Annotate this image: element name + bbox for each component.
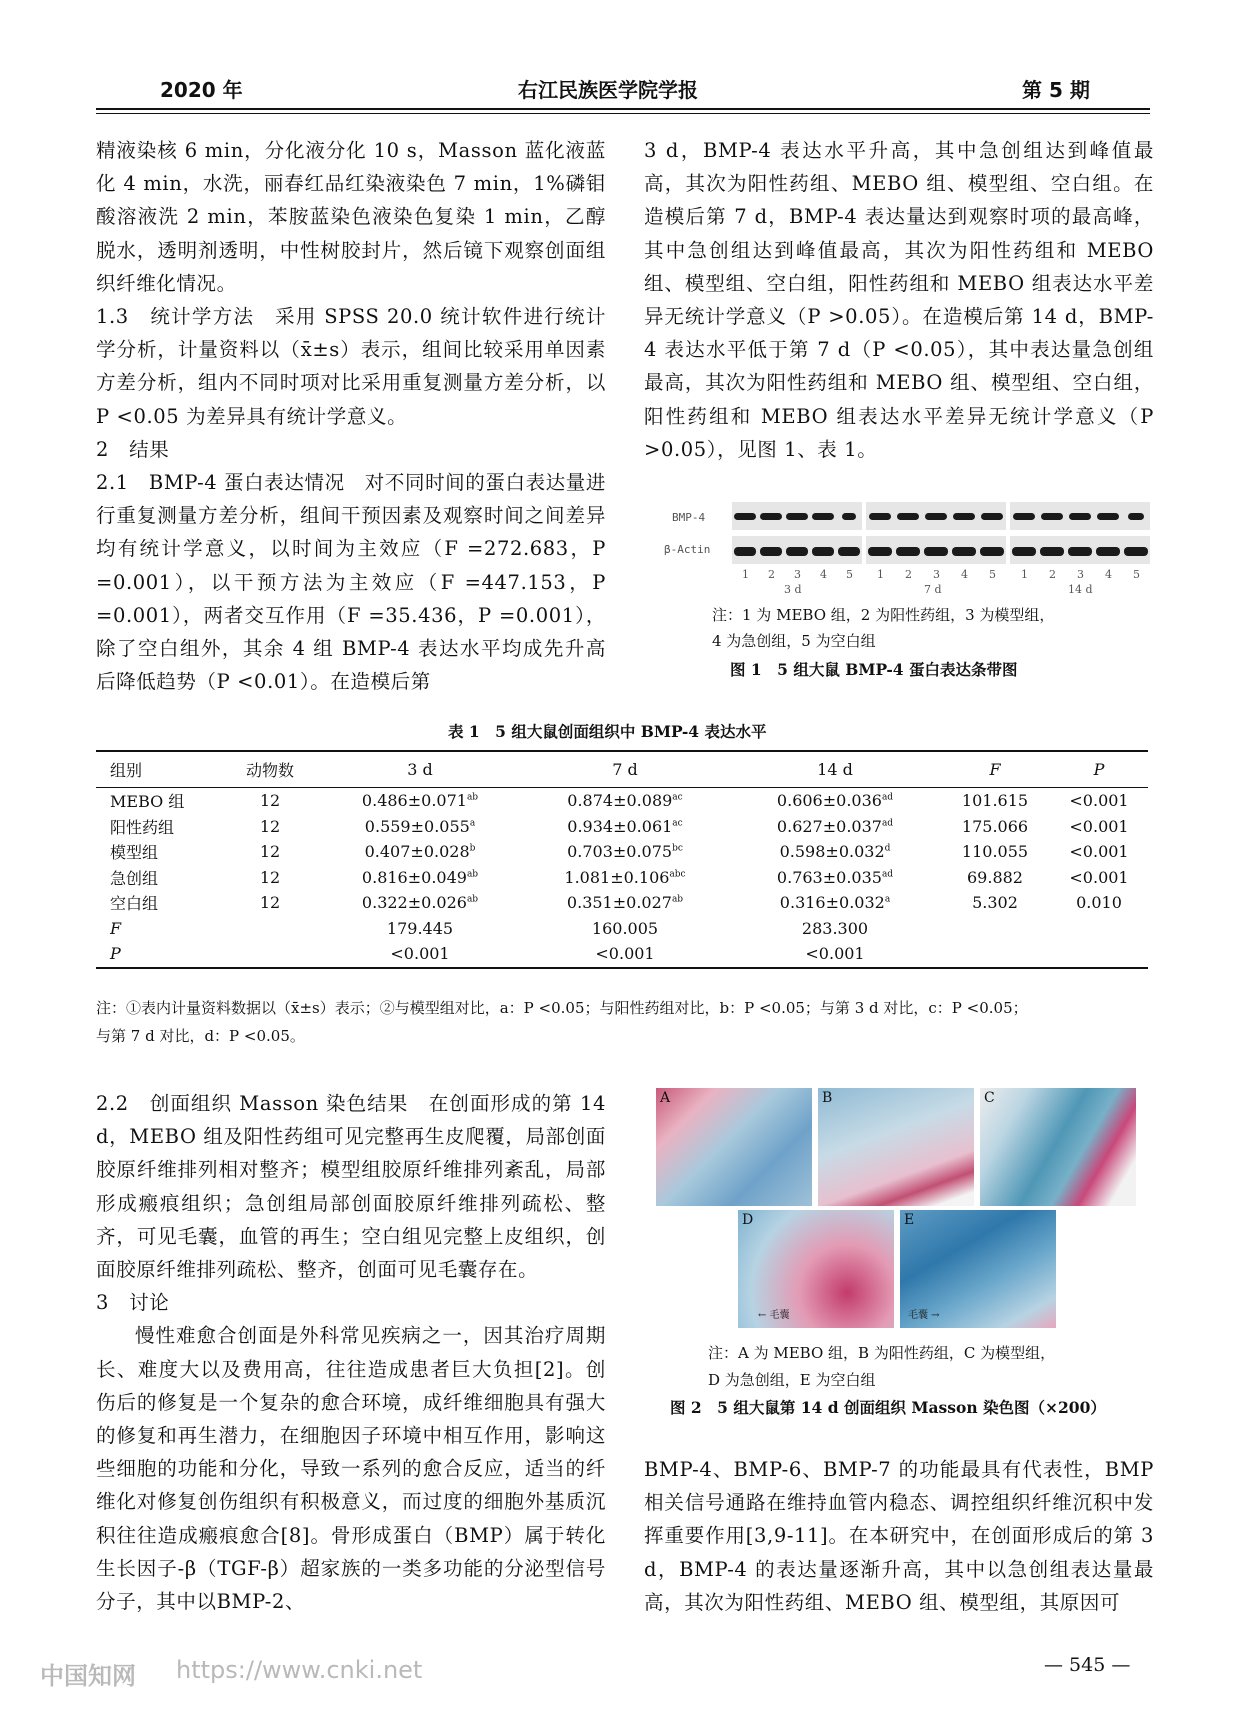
significance-superscript: ac xyxy=(672,792,683,803)
micrograph-b xyxy=(818,1088,974,1206)
table1-header-group: 组别 xyxy=(110,761,143,780)
bmp4-band xyxy=(842,513,856,520)
bmp4-band xyxy=(760,513,781,520)
table1-cell-n: 12 xyxy=(259,791,281,811)
actin-band xyxy=(1124,547,1149,556)
blot-row-label-bmp4: BMP-4 xyxy=(672,511,706,524)
figure1-blot xyxy=(660,498,1160,598)
table1-note-line1: 注：①表内计量资料数据以（x̄±s）表示；②与模型组对比，a：P <0.05；与阳性药组对比，b：P <0.05；与第 3 d 对比，c：P <0.05； xyxy=(96,999,1028,1017)
table1-cell-14d: <0.001 xyxy=(805,944,865,964)
table1-cell-3d: 179.445 xyxy=(386,918,454,938)
table1-cell-group: 急创组 xyxy=(110,868,159,888)
table1-cell-7d: 0.934±0.061$^{ac}$ xyxy=(567,816,683,836)
header-rule-thin xyxy=(96,113,1150,114)
lane-number: 2 xyxy=(768,568,775,581)
table1-cell-p: <0.001 xyxy=(1069,816,1129,836)
table1-header-14d: 14 d xyxy=(817,760,853,779)
header-year: 2020 年 xyxy=(160,78,243,102)
significance-superscript: ab xyxy=(466,869,479,880)
left-column-text-2 xyxy=(96,1087,606,1618)
table1-cell-n: 12 xyxy=(259,867,281,887)
table1-cell-3d: 0.486±0.071$^{ab}$ xyxy=(361,791,479,811)
cnki-url[interactable]: https://www.cnki.net xyxy=(176,1656,423,1684)
actin-band xyxy=(786,547,809,556)
significance-superscript: ad xyxy=(881,818,894,829)
bmp4-band xyxy=(812,513,833,520)
figure2-note-line2: D 为急创组，E 为空白组 xyxy=(708,1371,876,1389)
hair-follicle-arrow-d: ← 毛囊 xyxy=(758,1310,790,1321)
actin-band xyxy=(1012,547,1037,556)
table1-cell-group: P xyxy=(110,944,121,964)
panel-label-a: A xyxy=(660,1090,671,1106)
bmp4-band xyxy=(734,513,755,520)
table-row xyxy=(96,839,1148,865)
bmp4-band xyxy=(1069,513,1092,520)
table1-cell-14d: 0.763±0.035$^{ad}$ xyxy=(776,867,894,887)
table1-cell-p xyxy=(1050,916,1148,942)
actin-band xyxy=(812,547,835,556)
lane-number: 4 xyxy=(820,568,827,581)
table1-cell-f: 69.882 xyxy=(967,867,1023,887)
table1-cell-14d: 0.316±0.032$^a$ xyxy=(779,893,891,913)
lane-number: 3 xyxy=(794,568,801,581)
paragraph-masson-results: 2.2 创面组织 Masson 染色结果 在创面形成的第 14 d，MEBO 组及阳性药组可见完整再生皮爬覆，局部创面胶原纤维排列相对整齐；模型组胶原纤维排列紊乱，局部形成瘢痕组织；急创组局部创面胶原纤维排列疏松、整齐，可见毛囊，血管的再生；空白组见完整上皮组织，创面胶原纤维排列疏松、整齐，创面可见毛囊存在。 xyxy=(96,1092,606,1282)
table1-cell-f: 175.066 xyxy=(961,816,1029,836)
page-number: — 545 — xyxy=(1044,1654,1131,1676)
table1-cell-p xyxy=(1050,941,1148,968)
significance-superscript: ab xyxy=(671,894,684,905)
significance-superscript: ad xyxy=(881,869,894,880)
bmp4-band xyxy=(786,513,807,520)
table1-cell-f: 5.302 xyxy=(972,893,1018,913)
left-column-text xyxy=(96,134,606,698)
actin-band xyxy=(980,547,1005,556)
table1-cell-f xyxy=(940,941,1050,968)
issue-number: 第 5 期 xyxy=(1022,78,1090,102)
table1-cell-n xyxy=(220,941,320,968)
figure1-note-line2: 4 为急创组，5 为空白组 xyxy=(712,632,876,650)
right-column-text-2 xyxy=(644,1453,1154,1619)
bmp4-band xyxy=(953,513,976,520)
significance-superscript: ad xyxy=(881,792,894,803)
table1-header-p: P xyxy=(1093,760,1105,779)
table1-cell-7d: 1.081±0.106$^{abc}$ xyxy=(564,867,686,887)
table1-cell-14d: 283.300 xyxy=(801,918,869,938)
figure2-note-line1: 注：A 为 MEBO 组，B 为阳性药组，C 为模型组， xyxy=(708,1344,1056,1362)
table-row xyxy=(96,890,1148,916)
significance-superscript: a xyxy=(884,894,891,905)
table1-title: 表 1 5 组大鼠创面组织中 BMP-4 表达水平 xyxy=(448,722,767,741)
table-row xyxy=(96,814,1148,840)
table1-cell-n xyxy=(220,916,320,942)
timepoint-label-14d: 14 d xyxy=(1068,583,1093,596)
table1-cell-3d: 0.407±0.028$^b$ xyxy=(364,842,476,862)
actin-band xyxy=(838,547,861,556)
paragraph-bmp-family: BMP-4、BMP-6、BMP-7 的功能最具有代表性，BMP 相关信号通路在维持血管内稳态、调控组织纤维沉积中发挥重要作用[3,9-11]。在本研究中，在创面形成后的第 3 d，BMP-4 的表达量逐渐升高，其中以急创组表达量最高，其次为阳性药组、MEBO 组、模型组，其原因可 xyxy=(644,1458,1154,1614)
table1-cell-7d: 0.351±0.027$^{ab}$ xyxy=(566,893,684,913)
table1-header-row xyxy=(96,751,1148,788)
paragraph-bmp4-continued: 3 d，BMP-4 表达水平升高，其中急创组达到峰值最高，其次为阳性药组、MEBO 组、模型组、空白组。在造模后第 7 d，BMP-4 表达量达到观察时项的最高峰，其中急创组达到峰值最高，其次为阳性药组和 MEBO 组、模型组、空白组，阳性药组和 MEBO 组表达水平差异无统计学意义（P >0.05）。在造模后第 14 d，BMP-4 表达水平低于第 7 d（P <0.05），其中表达量急创组最高，其次为阳性药组和 MEBO 组、模型组、空白组，阳性药组和 MEBO 组表达水平差异无统计学意义（P >0.05），见图 1、表 1。 xyxy=(644,139,1154,461)
significance-superscript: ab xyxy=(466,792,479,803)
lane-number: 4 xyxy=(961,568,968,581)
timepoint-label-3d: 3 d xyxy=(784,583,802,596)
table-row xyxy=(96,788,1148,814)
table1-header-3d: 3 d xyxy=(407,760,433,779)
lane-number: 5 xyxy=(846,568,853,581)
table1-cell-n: 12 xyxy=(259,893,281,913)
bmp4-band xyxy=(897,513,920,520)
table1 xyxy=(96,750,1148,969)
actin-band xyxy=(868,547,893,556)
panel-label-c: C xyxy=(984,1090,995,1106)
significance-superscript: ab xyxy=(466,894,479,905)
bmp4-band xyxy=(1097,513,1120,520)
table1-cell-7d: 0.703±0.075$^{bc}$ xyxy=(567,842,683,862)
panel-label-e: E xyxy=(904,1212,915,1228)
paragraph-discussion: 慢性难愈合创面是外科常见疾病之一，因其治疗周期长、难度大以及费用高，往往造成患者巨大负担[2]。创伤后的修复是一个复杂的愈合环境，成纤维细胞具有强大的修复和再生潜力，在细胞因子环境中相互作用，影响这些细胞的功能和分化，导致一系列的愈合反应，适当的纤维化对修复创伤组织有积极意义，而过度的细胞外基质沉积往往造成瘢痕愈合[8]。骨形成蛋白（BMP）属于转化生长因子-β（TGF-β）超家族的一类多功能的分泌型信号分子，其中以BMP-2、 xyxy=(96,1324,606,1614)
lane-number: 5 xyxy=(1133,568,1140,581)
micrograph-e xyxy=(900,1210,1056,1328)
bmp4-band xyxy=(925,513,948,520)
table1-cell-f: 101.615 xyxy=(961,791,1029,811)
lane-number: 2 xyxy=(905,568,912,581)
table1-note-line2: 与第 7 d 对比，d：P <0.05。 xyxy=(96,1027,305,1045)
section-results-heading: 2 结果 xyxy=(96,437,170,461)
table1-cell-n: 12 xyxy=(259,842,281,862)
actin-band xyxy=(924,547,949,556)
header-rule-thick xyxy=(96,108,1150,110)
lane-number: 1 xyxy=(1021,568,1028,581)
significance-superscript: b xyxy=(469,843,476,854)
bmp4-band xyxy=(1013,513,1036,520)
paragraph-masson-method: 精液染核 6 min，分化液分化 10 s，Masson 蓝化液蓝化 4 min，水洗，丽春红品红染液染色 7 min，1%磷钼酸溶液洗 2 min，苯胺蓝染色液染色复染 1 min，乙醇脱水，透明剂透明，中性树胶封片，然后镜下观察创面组织纤维化情况。 xyxy=(96,139,606,295)
bmp4-band xyxy=(869,513,892,520)
lane-number: 2 xyxy=(1049,568,1056,581)
lane-number: 3 xyxy=(1077,568,1084,581)
lane-number: 4 xyxy=(1105,568,1112,581)
lane-number: 5 xyxy=(989,568,996,581)
table1-header-7d: 7 d xyxy=(612,760,638,779)
table1-cell-p: <0.001 xyxy=(1069,842,1129,862)
actin-band xyxy=(1068,547,1093,556)
table1-cell-group: F xyxy=(110,918,122,938)
table1-header-n: 动物数 xyxy=(245,761,294,780)
hair-follicle-arrow-e: 毛囊 → xyxy=(908,1310,940,1321)
timepoint-label-7d: 7 d xyxy=(924,583,942,596)
table1-cell-7d: 160.005 xyxy=(591,918,659,938)
table1-cell-f xyxy=(940,916,1050,942)
actin-band xyxy=(896,547,921,556)
table-row xyxy=(96,916,1148,942)
cnki-logo: 中国知网 xyxy=(40,1662,136,1690)
figure2-title: 图 2 5 组大鼠第 14 d 创面组织 Masson 染色图（×200） xyxy=(670,1398,1106,1417)
table1-cell-3d: 0.559±0.055$^a$ xyxy=(364,816,476,836)
table1-cell-14d: 0.598±0.032$^d$ xyxy=(779,842,891,862)
table1-cell-7d: <0.001 xyxy=(595,944,655,964)
table1-cell-3d: 0.322±0.026$^{ab}$ xyxy=(361,893,479,913)
table1-cell-3d: 0.816±0.049$^{ab}$ xyxy=(361,867,479,887)
bmp4-band xyxy=(1128,513,1143,520)
significance-superscript: bc xyxy=(672,843,683,854)
table1-cell-3d: <0.001 xyxy=(390,944,450,964)
paragraph-statistics: 1.3 统计学方法 采用 SPSS 20.0 统计软件进行统计学分析，计量资料以（x̄±s）表示，组间比较采用单因素方差分析，组内不同时项对比采用重复测量方差分析，以 P <0.05 为差异具有统计学意义。 xyxy=(96,305,606,428)
paragraph-bmp4-expression: 2.1 BMP-4 蛋白表达情况 对不同时间的蛋白表达量进行重复测量方差分析，组间干预因素及观察时间之间差异均有统计学意义，以时间为主效应（F =272.683，P =0.001），以干预方法为主效应（F =447.153，P =0.001），两者交互作用（F =35.436，P =0.001），除了空白组外，其余 4 组 BMP-4 表达水平均成先升高后降低趋势（P <0.01）。在造模后第 xyxy=(96,471,606,694)
table1-cell-f: 110.055 xyxy=(961,842,1029,862)
table1-cell-p: <0.001 xyxy=(1069,867,1129,887)
blot-row-label-actin: β-Actin xyxy=(664,543,711,556)
table1-cell-group: 阳性药组 xyxy=(110,817,175,837)
bmp4-band xyxy=(981,513,1004,520)
section-discussion-heading: 3 讨论 xyxy=(96,1291,170,1315)
right-column-text xyxy=(644,134,1154,466)
actin-band xyxy=(760,547,783,556)
table1-cell-14d: 0.606±0.036$^{ad}$ xyxy=(776,791,894,811)
journal-title: 右江民族医学院学报 xyxy=(518,78,698,102)
significance-superscript: a xyxy=(469,818,476,829)
table-row xyxy=(96,941,1148,968)
table1-cell-group: MEBO 组 xyxy=(110,792,185,812)
significance-superscript: ac xyxy=(672,818,683,829)
micrograph-d xyxy=(738,1210,894,1328)
significance-superscript: abc xyxy=(669,869,686,880)
table1-cell-group: 空白组 xyxy=(110,894,159,914)
significance-superscript: d xyxy=(884,843,891,854)
lane-number: 1 xyxy=(742,568,749,581)
table1-cell-7d: 0.874±0.089$^{ac}$ xyxy=(567,791,683,811)
table-row xyxy=(96,865,1148,891)
actin-band xyxy=(952,547,977,556)
panel-label-b: B xyxy=(822,1090,833,1106)
micrograph-c xyxy=(980,1088,1136,1206)
figure1-note-line1: 注：1 为 MEBO 组，2 为阳性药组，3 为模型组， xyxy=(712,606,1055,624)
lane-number: 1 xyxy=(877,568,884,581)
table1-cell-group: 模型组 xyxy=(110,843,159,863)
panel-label-d: D xyxy=(742,1212,754,1228)
actin-band xyxy=(1096,547,1121,556)
table1-cell-14d: 0.627±0.037$^{ad}$ xyxy=(776,816,894,836)
table1-header-f: F xyxy=(989,760,1001,779)
lane-number: 3 xyxy=(933,568,940,581)
actin-band xyxy=(1040,547,1065,556)
table1-cell-n: 12 xyxy=(259,816,281,836)
micrograph-a xyxy=(656,1088,812,1206)
table1-cell-p: <0.001 xyxy=(1069,791,1129,811)
actin-band xyxy=(734,547,757,556)
figure1-title: 图 1 5 组大鼠 BMP-4 蛋白表达条带图 xyxy=(730,660,1018,679)
table1-cell-p: 0.010 xyxy=(1076,893,1122,913)
bmp4-band xyxy=(1041,513,1064,520)
